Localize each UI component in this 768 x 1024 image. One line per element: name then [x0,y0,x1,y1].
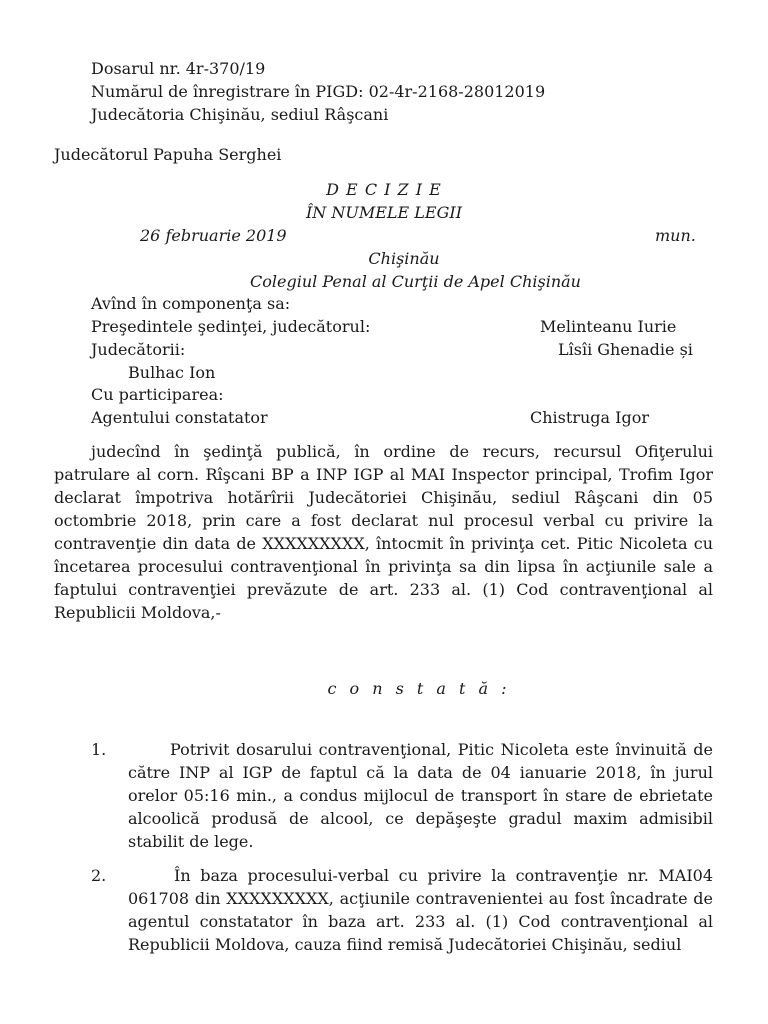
item-number: 1. [91,740,107,759]
file-number: Dosarul nr. 4r-370/19 [91,59,266,78]
agent-name: Chistruga Igor [530,408,649,427]
mun-label: mun. [655,226,696,245]
in-name-of-law: ÎN NUMELE LEGII [305,203,463,222]
decision-date: 26 februarie 2019 [140,226,287,245]
court-name: Judecătoria Chişinău, sediul Râşcani [91,105,389,124]
item-number: 2. [91,866,107,885]
college-name: Colegiul Penal al Curţii de Apel Chişinău [250,272,581,291]
judges-names: Lîsîi Ghenadie și [558,340,693,359]
participation-label: Cu participarea: [91,385,224,404]
list-item: Potrivit dosarului contravenţional, Pitic Nicoleta este învinuită de către INP al IGP de faptul că la data de 04 ianuarie 2018, în jurul orelor 05:16 min., a condus mijlocul de transport în stare de ebrietate alcoolică produsă de alcool, ce depăşeşte gradul maxim admisibil stabilit de lege. [128,740,713,851]
list-item: În baza procesului-verbal cu privire la contravenţie nr. MAI04 061708 din XXXXXXXXX, acţiunile contravenientei au fost încadrate de agentul constatator în baza art. 233 al. (1) Cod contravenţional al Republicii Moldova, cauza fiind remisă Judecătoriei Chişinău, sediul [128,866,713,954]
registration-number: Numărul de înregistrare în PIGD: 02-4r-2168-28012019 [91,82,546,101]
judges-label: Judecătorii: [91,340,186,359]
president-label: Preşedintele şedinţei, judecătorul: [91,317,371,336]
intro-paragraph: judecînd în şedinţă publică, în ordine de recurs, recursul Ofiţerului patrulare al corn. Rîşcani BP a INP IGP al MAI Inspector principal, Trofim Igor declarat împotriva hotărîrii Judecătoriei Chişinău, sediul Râşcani din 05 octombrie 2018, prin care a fost declarat nul procesul verbal cu privire la contravenţie din data de XXXXXXXXX, întocmit în privinţa cet. Pitic Nicoleta cu încetarea procesului contravenţional în privinţa sa din lipsa în acţiunile sale a faptului contravenţiei prevăzute de art. 233 al. (1) Cod contravenţional al Republicii Moldova,- [54,442,713,622]
agent-label: Agentului constatator [91,408,268,427]
composition-intro: Avînd în componenţa sa: [91,294,291,313]
judge-line: Judecătorul Papuha Serghei [54,145,282,164]
decision-title: D E C I Z I E [326,180,442,199]
finds-heading: c o n s t a t ă : [327,679,511,698]
president-name: Melinteanu Iurie [540,317,677,336]
judges-names-continued: Bulhac Ion [128,363,216,382]
city-name: Chişinău [368,249,440,268]
